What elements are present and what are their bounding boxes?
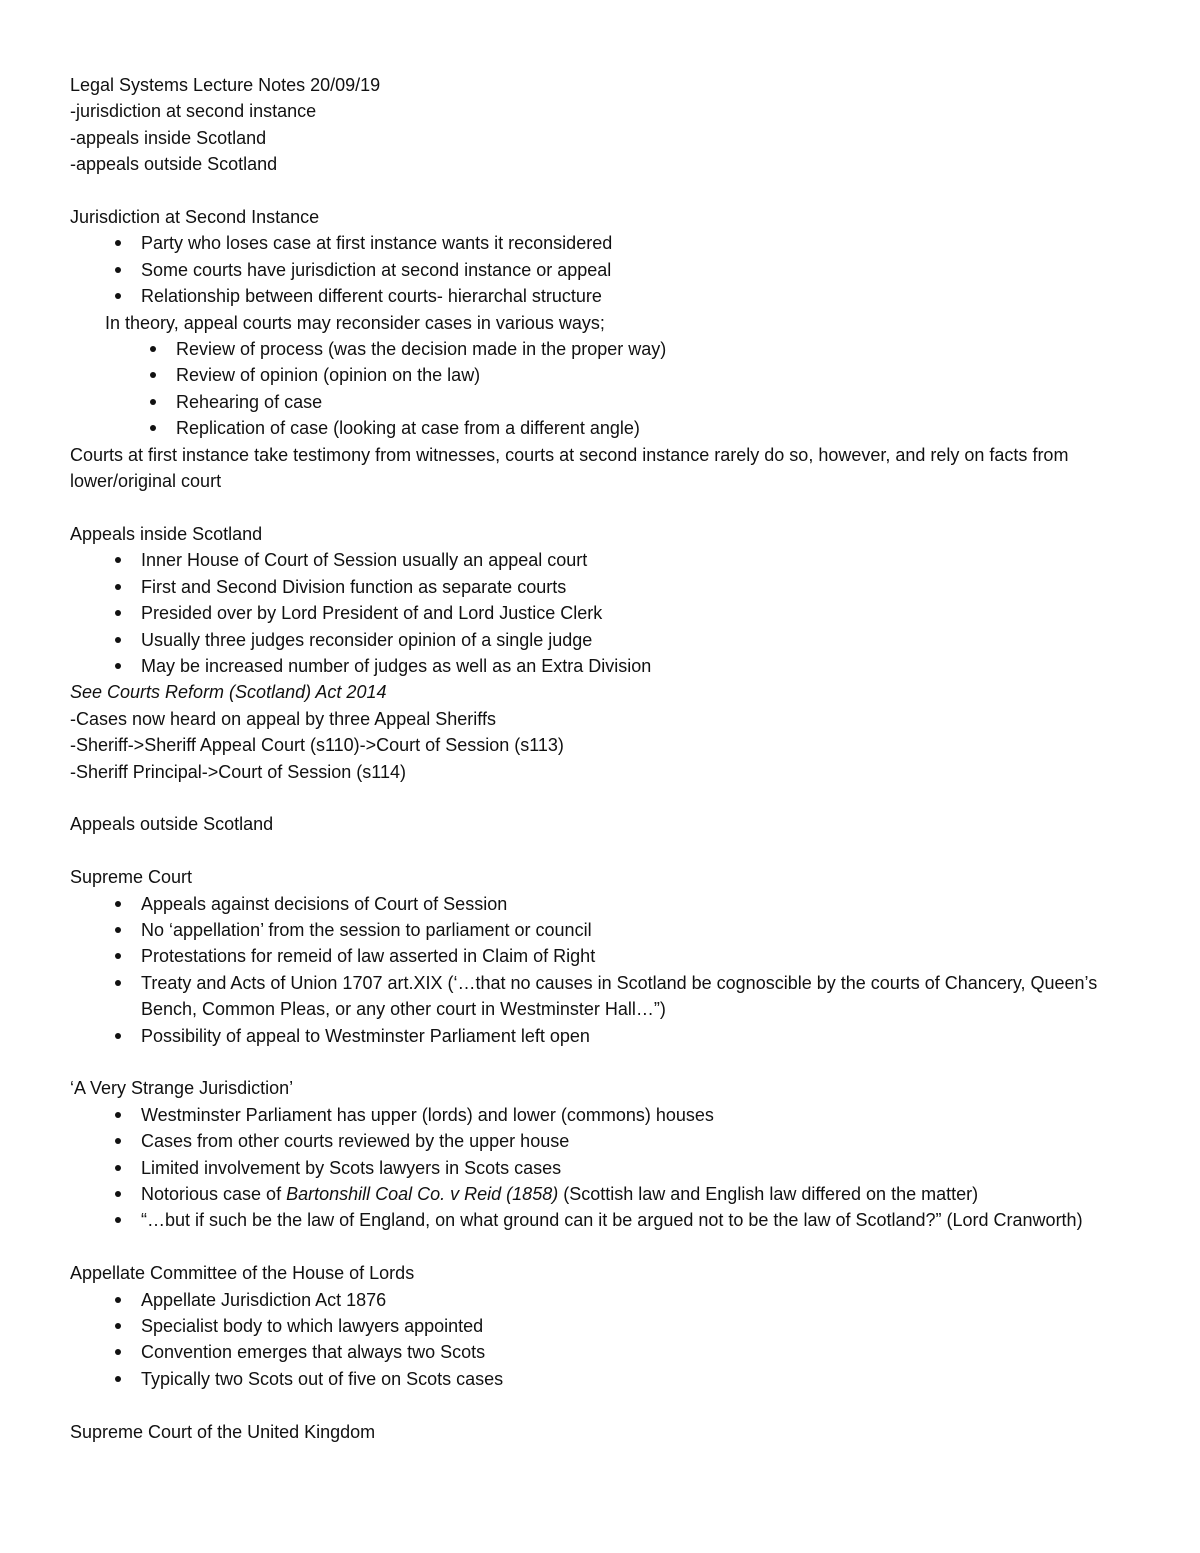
- bullet-icon: [115, 1138, 121, 1144]
- paragraph: Courts at first instance take testimony from witnesses, courts at second instance rarely do so, however, and rely on facts from lower/original court: [70, 444, 1069, 492]
- see-reference-text: See Courts Reform (Scotland) Act 2014: [70, 682, 387, 703]
- list-item: [70, 1128, 1140, 1154]
- bullet-icon: [115, 584, 121, 590]
- document-title: Legal Systems Lecture Notes 20/09/19: [70, 75, 381, 95]
- list-item: [70, 1102, 1140, 1128]
- bullet-icon: [150, 399, 156, 405]
- list-item: [70, 547, 1140, 573]
- section-heading: Appeals outside Scotland: [70, 814, 274, 835]
- bullet-icon: [115, 557, 121, 563]
- bullet-icon: [115, 610, 121, 616]
- bullet-icon: [115, 1349, 121, 1355]
- list-item-text: Relationship between different courts- hierarchal structure: [141, 286, 602, 307]
- document-page: [70, 72, 1140, 1445]
- bullet-icon: [115, 663, 121, 669]
- bullet-list: [70, 891, 1140, 1049]
- list-item: [70, 362, 1140, 388]
- section-heading: ‘A Very Strange Jurisdiction’: [70, 1078, 294, 1099]
- outline-item: -appeals outside Scotland: [70, 154, 278, 175]
- list-item: [70, 600, 1140, 626]
- list-item-text: May be increased number of judges as well as an Extra Division: [141, 655, 652, 676]
- list-item: [70, 1287, 1140, 1313]
- list-item: [70, 943, 1140, 969]
- bullet-icon: [115, 293, 121, 299]
- quote-text: “…but if such be the law of England, on what ground can it be argued not to be the law of Scotland?” (Lord Cranworth): [141, 1210, 1083, 1231]
- note-line: -Sheriff->Sheriff Appeal Court (s110)->Court of Session (s113): [70, 735, 564, 756]
- list-item: [70, 1366, 1140, 1392]
- list-item-text: Specialist body to which lawyers appointed: [141, 1316, 484, 1336]
- section-heading: Supreme Court of the United Kingdom: [70, 1421, 376, 1442]
- outline-item: -jurisdiction at second instance: [70, 101, 317, 122]
- list-item-text: Some courts have jurisdiction at second instance or appeal: [141, 259, 612, 280]
- list-item-text: Treaty and Acts of Union 1707 art.XIX (‘…that no causes in Scotland be cognoscible by the courts of Chancery, Queen’s Bench, Common Pleas, or any other court in Westminster Hall…”): [141, 972, 1098, 1020]
- list-item-text: Replication of case (looking at case from a different angle): [176, 418, 640, 439]
- bullet-icon: [115, 1033, 121, 1039]
- intro-line: In theory, appeal courts may reconsider cases in various ways;: [105, 312, 605, 333]
- bullet-icon: [115, 1217, 121, 1223]
- bullet-icon: [115, 1323, 121, 1329]
- bullet-icon: [115, 1376, 121, 1382]
- list-item: [70, 1207, 1140, 1233]
- bullet-icon: [115, 1191, 121, 1197]
- case-name: Bartonshill Coal Co. v Reid (1858): [286, 1183, 559, 1204]
- note-line: -Cases now heard on appeal by three Appeal Sheriffs: [70, 708, 496, 729]
- list-item: [70, 917, 1140, 943]
- list-item: [70, 283, 1140, 309]
- list-item-text: Limited involvement by Scots lawyers in Scots cases: [141, 1157, 562, 1178]
- list-item: [70, 891, 1140, 917]
- bullet-icon: [150, 372, 156, 378]
- blank-line: [70, 178, 1140, 204]
- section-heading: Appellate Committee of the House of Lords: [70, 1263, 415, 1284]
- list-item-text: Appellate Jurisdiction Act 1876: [141, 1289, 387, 1310]
- bullet-icon: [150, 346, 156, 352]
- bullet-list: [70, 547, 1140, 679]
- section-heading: Appeals inside Scotland: [70, 523, 263, 544]
- bullet-icon: [150, 425, 156, 431]
- bullet-icon: [115, 953, 121, 959]
- list-item-text: Usually three judges reconsider opinion of a single judge: [141, 629, 593, 650]
- bullet-list: [70, 1287, 1140, 1393]
- list-item: [70, 415, 1140, 441]
- sub-bullet-list: [70, 336, 1140, 442]
- section-heading: Supreme Court: [70, 867, 193, 888]
- list-item-text: Appeals against decisions of Court of Session: [141, 893, 508, 914]
- list-item: [70, 1155, 1140, 1181]
- list-item: [70, 1023, 1140, 1049]
- list-item-text: First and Second Division function as separate courts: [141, 576, 567, 597]
- list-item-text: Inner House of Court of Session usually an appeal court: [141, 550, 588, 571]
- section-heading: Jurisdiction at Second Instance: [70, 207, 320, 228]
- note-line: -Sheriff Principal->Court of Session (s114): [70, 761, 406, 782]
- list-item-text: Protestations for remeid of law asserted in Claim of Right: [141, 946, 596, 967]
- bullet-list: [70, 1102, 1140, 1234]
- list-item: [70, 1181, 1140, 1207]
- list-item-text: Possibility of appeal to Westminster Parliament left open: [141, 1025, 590, 1046]
- bullet-icon: [115, 637, 121, 643]
- bullet-icon: [115, 980, 121, 986]
- list-item: [70, 653, 1140, 679]
- bullet-icon: [115, 1112, 121, 1118]
- outline-item: -appeals inside Scotland: [70, 127, 267, 148]
- blank-line: [70, 494, 1140, 520]
- blank-line: [70, 785, 1140, 811]
- bullet-icon: [115, 901, 121, 907]
- list-item-text: Review of opinion (opinion on the law): [176, 365, 481, 386]
- list-item-text: Review of process (was the decision made in the proper way): [176, 339, 667, 360]
- list-item: [70, 970, 1140, 1023]
- bullet-icon: [115, 267, 121, 273]
- bullet-icon: [115, 240, 121, 246]
- list-item-text: Westminster Parliament has upper (lords) and lower (commons) houses: [141, 1104, 714, 1125]
- list-item: [70, 574, 1140, 600]
- list-item-text: Party who loses case at first instance wants it reconsidered: [141, 233, 613, 254]
- blank-line: [70, 1392, 1140, 1418]
- list-item: [70, 257, 1140, 283]
- list-item: [70, 230, 1140, 256]
- see-reference: [70, 679, 1140, 705]
- blank-line: [70, 1234, 1140, 1260]
- bullet-icon: [115, 927, 121, 933]
- list-item-text: Rehearing of case: [176, 391, 323, 412]
- list-item-text: Presided over by Lord President of and Lord Justice Clerk: [141, 603, 603, 624]
- case-prefix: Notorious case of: [141, 1183, 287, 1204]
- blank-line: [70, 1049, 1140, 1075]
- case-suffix: (Scottish law and English law differed on the matter): [558, 1183, 979, 1204]
- list-item-text: Convention emerges that always two Scots: [141, 1342, 486, 1363]
- list-item: [70, 1313, 1140, 1339]
- blank-line: [70, 838, 1140, 864]
- list-item-text: No ‘appellation’ from the session to parliament or council: [141, 919, 592, 940]
- bullet-list: [70, 230, 1140, 309]
- list-item: [70, 336, 1140, 362]
- bullet-icon: [115, 1165, 121, 1171]
- bullet-icon: [115, 1297, 121, 1303]
- list-item: [70, 389, 1140, 415]
- list-item-text: Typically two Scots out of five on Scots cases: [141, 1368, 504, 1389]
- list-item-text: Cases from other courts reviewed by the upper house: [141, 1131, 570, 1152]
- list-item: [70, 1339, 1140, 1365]
- list-item: [70, 627, 1140, 653]
